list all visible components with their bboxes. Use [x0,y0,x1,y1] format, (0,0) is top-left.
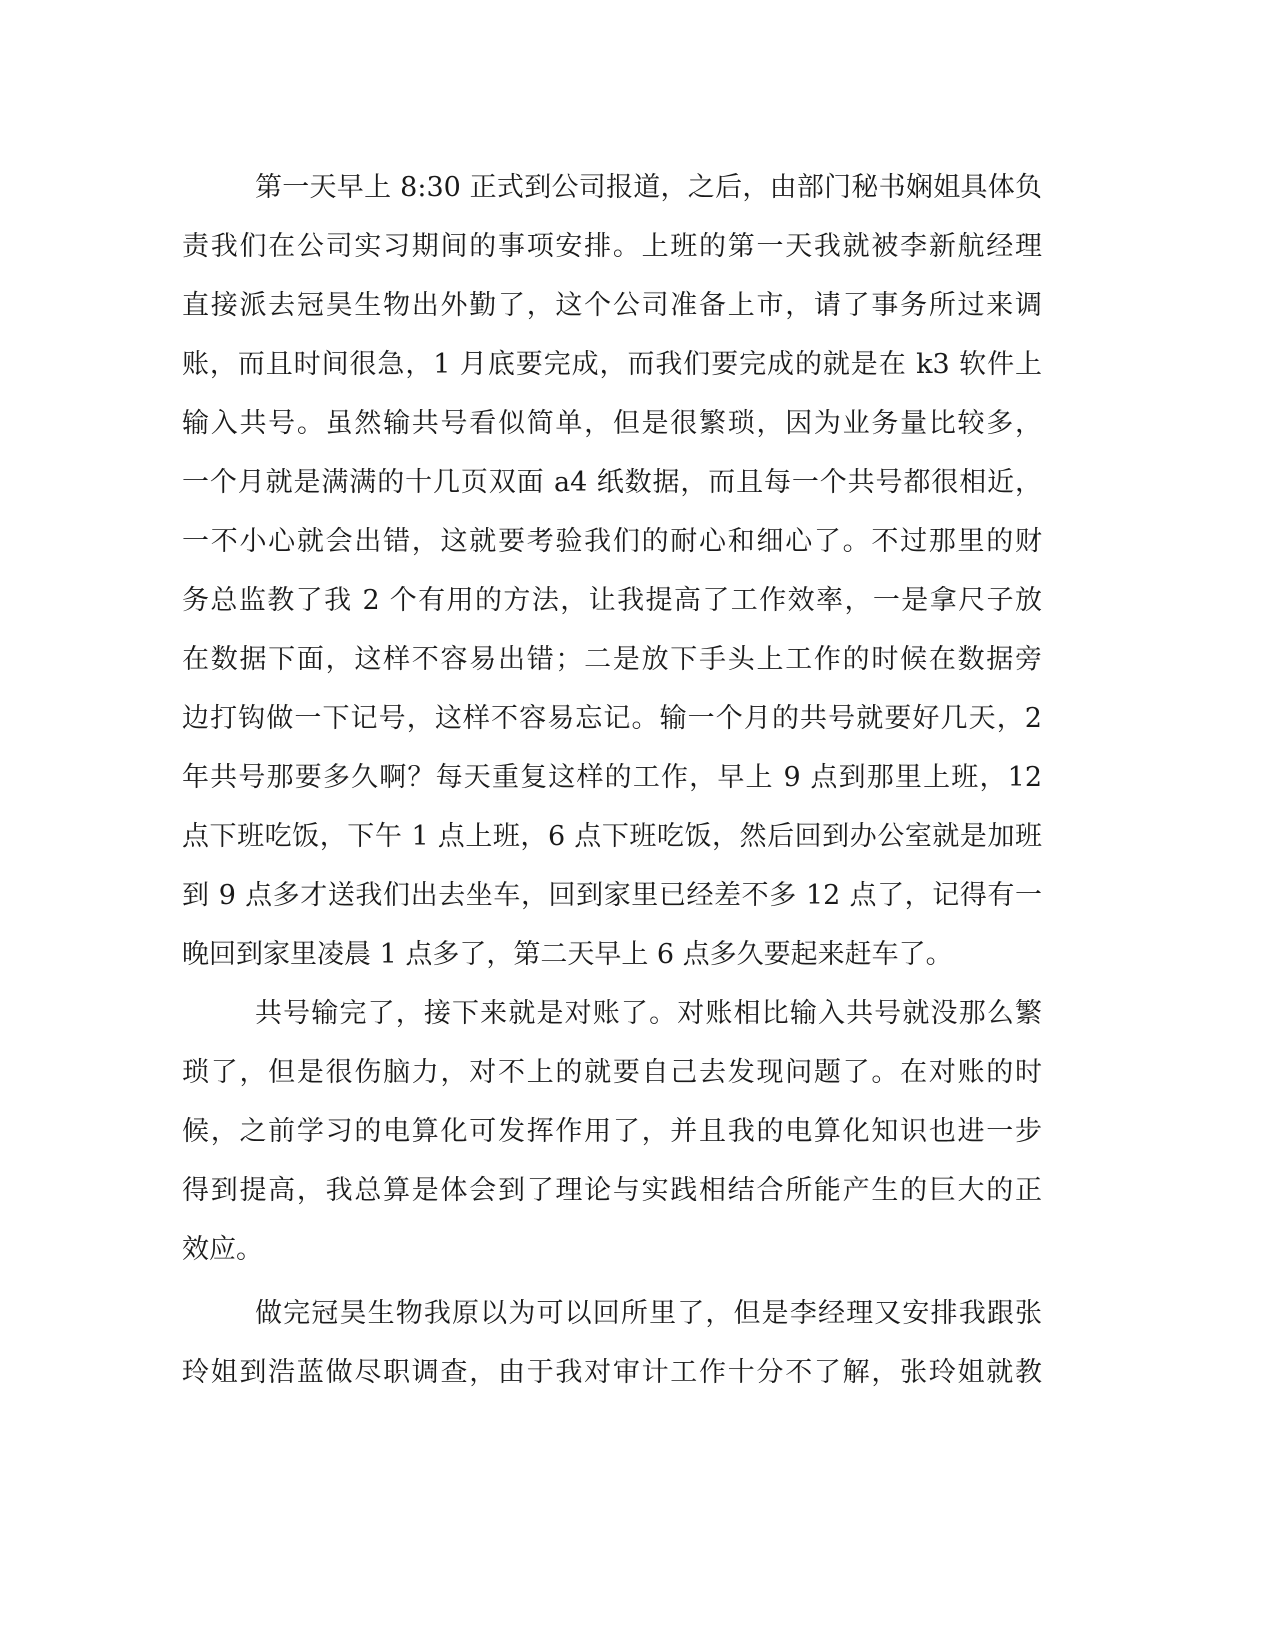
text-line: 账，而且时间很急，1 月底要完成，而我们要完成的就是在 k3 软件上 [182,349,1042,380]
text-line: 候，之前学习的电算化可发挥作用了，并且我的电算化知识也进一步 [182,1116,1042,1147]
paragraph-3 [182,1284,1042,1402]
text-line: 务总监教了我 2 个有用的方法，让我提高了工作效率，一是拿尺子放 [182,585,1042,616]
document-body [182,158,1042,1402]
paragraph-2 [182,984,1042,1279]
text-line: 到 9 点多才送我们出去坐车，回到家里已经差不多 12 点了，记得有一 [182,880,1042,911]
text-line: 责我们在公司实习期间的事项安排。上班的第一天我就被李新航经理 [182,231,1042,262]
text-line: 直接派去冠昊生物出外勤了，这个公司准备上市，请了事务所过来调 [182,290,1042,321]
text-line: 琐了，但是很伤脑力，对不上的就要自己去发现问题了。在对账的时 [182,1057,1042,1088]
text-line: 点下班吃饭，下午 1 点上班，6 点下班吃饭，然后回到办公室就是加班 [182,821,1042,852]
text-line: 共号输完了，接下来就是对账了。对账相比输入共号就没那么繁 [255,998,1042,1029]
text-line: 第一天早上 8:30 正式到公司报道，之后，由部门秘书娴姐具体负 [255,172,1042,203]
paragraph-1 [182,158,1042,984]
text-line: 做完冠昊生物我原以为可以回所里了，但是李经理又安排我跟张 [255,1298,1042,1329]
text-line: 在数据下面，这样不容易出错；二是放下手头上工作的时候在数据旁 [182,644,1042,675]
text-line: 得到提高，我总算是体会到了理论与实践相结合所能产生的巨大的正 [182,1175,1042,1206]
text-line: 效应。 [182,1234,263,1265]
text-line: 一个月就是满满的十几页双面 a4 纸数据，而且每一个共号都很相近， [182,467,1042,498]
text-line: 一不小心就会出错，这就要考验我们的耐心和细心了。不过那里的财 [182,526,1042,557]
text-line: 年共号那要多久啊？每天重复这样的工作，早上 9 点到那里上班，12 [182,762,1042,793]
text-line: 玲姐到浩蓝做尽职调查，由于我对审计工作十分不了解，张玲姐就教 [182,1357,1042,1388]
text-line: 边打钩做一下记号，这样不容易忘记。输一个月的共号就要好几天，2 [182,703,1042,734]
text-line: 晚回到家里凌晨 1 点多了，第二天早上 6 点多久要起来赶车了。 [182,939,953,970]
text-line: 输入共号。虽然输共号看似简单，但是很繁琐，因为业务量比较多， [182,408,1042,439]
